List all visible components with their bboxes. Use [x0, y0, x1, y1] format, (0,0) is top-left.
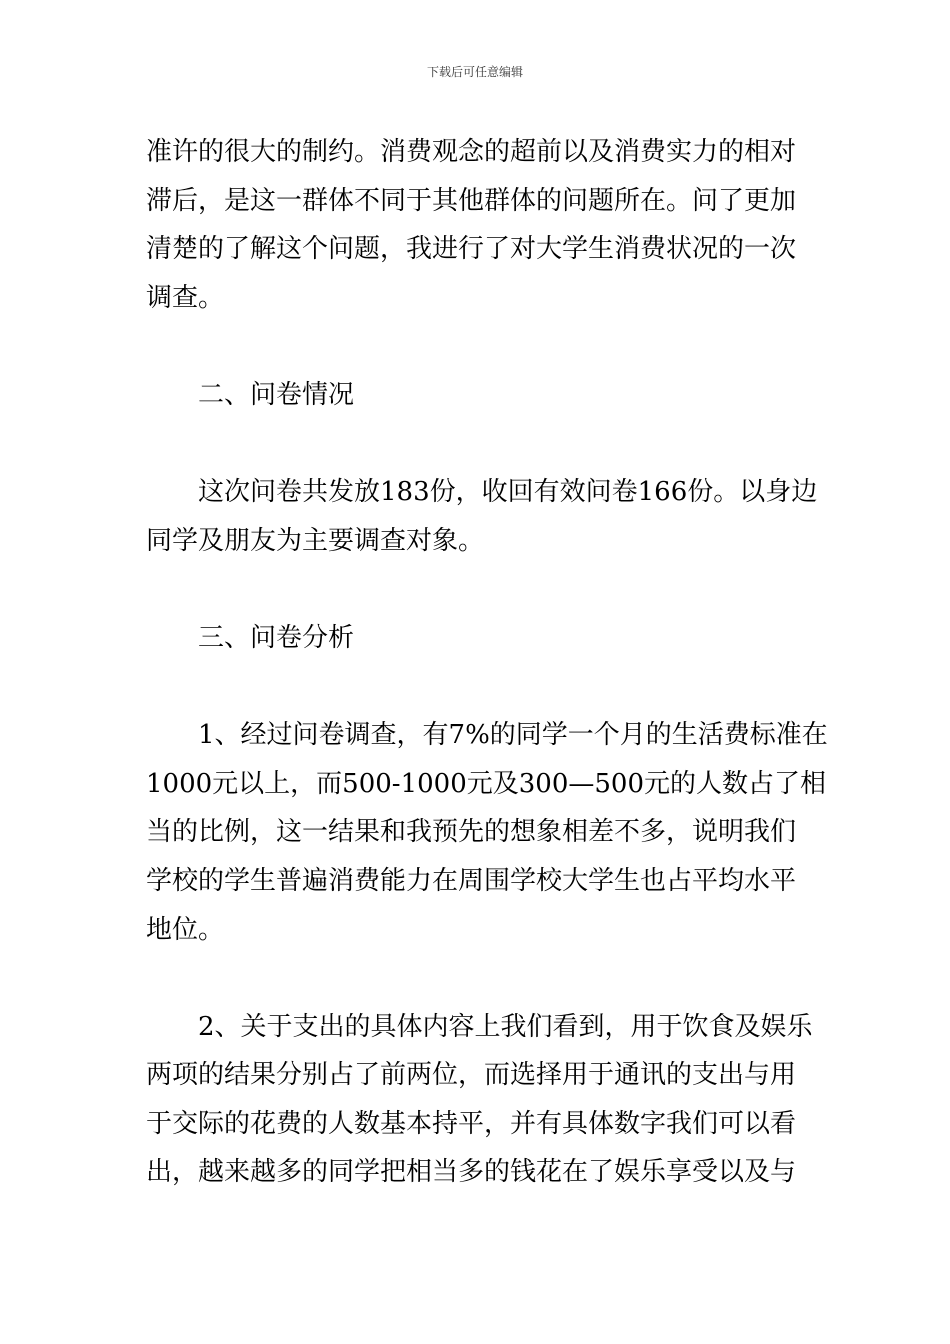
text-line: 滞后，是这一群体不同于其他群体的问题所在。问了更加 [146, 185, 797, 216]
text-line: 1、经过问卷调查，有7%的同学一个月的生活费标准在 [198, 720, 828, 751]
section-heading-analysis [146, 614, 810, 663]
text-line: 同学及朋友为主要调查对象。 [146, 525, 485, 556]
text-line: 这次问卷共发放183份，收回有效问卷166份。以身边 [198, 477, 818, 508]
text-line: 1000元以上，而500-1000元及300—500元的人数占了相 [146, 768, 826, 799]
page-header: 下载后可任意编辑 [426, 65, 523, 79]
text-line: 出，越来越多的同学把相当多的钱花在了娱乐享受以及与 [146, 1157, 797, 1188]
text-line: 清楚的了解这个问题，我进行了对大学生消费状况的一次 [146, 234, 797, 265]
text-line: 学校的学生普遍消费能力在周围学校大学生也占平均水平 [146, 865, 797, 896]
text-line: 当的比例，这一结果和我预先的想象相差不多，说明我们 [146, 817, 797, 848]
text-line: 于交际的花费的人数基本持平，并有具体数字我们可以看 [146, 1108, 797, 1139]
section-heading: 三、问卷分析 [198, 622, 355, 653]
paragraph-intro [146, 128, 810, 322]
text-line: 两项的结果分别占了前两位，而选择用于通讯的支出与用 [146, 1060, 797, 1091]
paragraph-point-2 [146, 1003, 813, 1197]
paragraph-questionnaire [146, 468, 818, 565]
section-heading: 二、问卷情况 [198, 379, 355, 410]
text-line: 调查。 [146, 282, 225, 313]
document-body [146, 128, 828, 1197]
text-line: 2、关于支出的具体内容上我们看到，用于饮食及娱乐 [198, 1011, 813, 1042]
section-heading-questionnaire [146, 371, 810, 420]
text-line: 地位。 [146, 914, 225, 945]
text-line: 准许的很大的制约。消费观念的超前以及消费实力的相对 [146, 137, 797, 167]
paragraph-point-1 [146, 711, 828, 954]
